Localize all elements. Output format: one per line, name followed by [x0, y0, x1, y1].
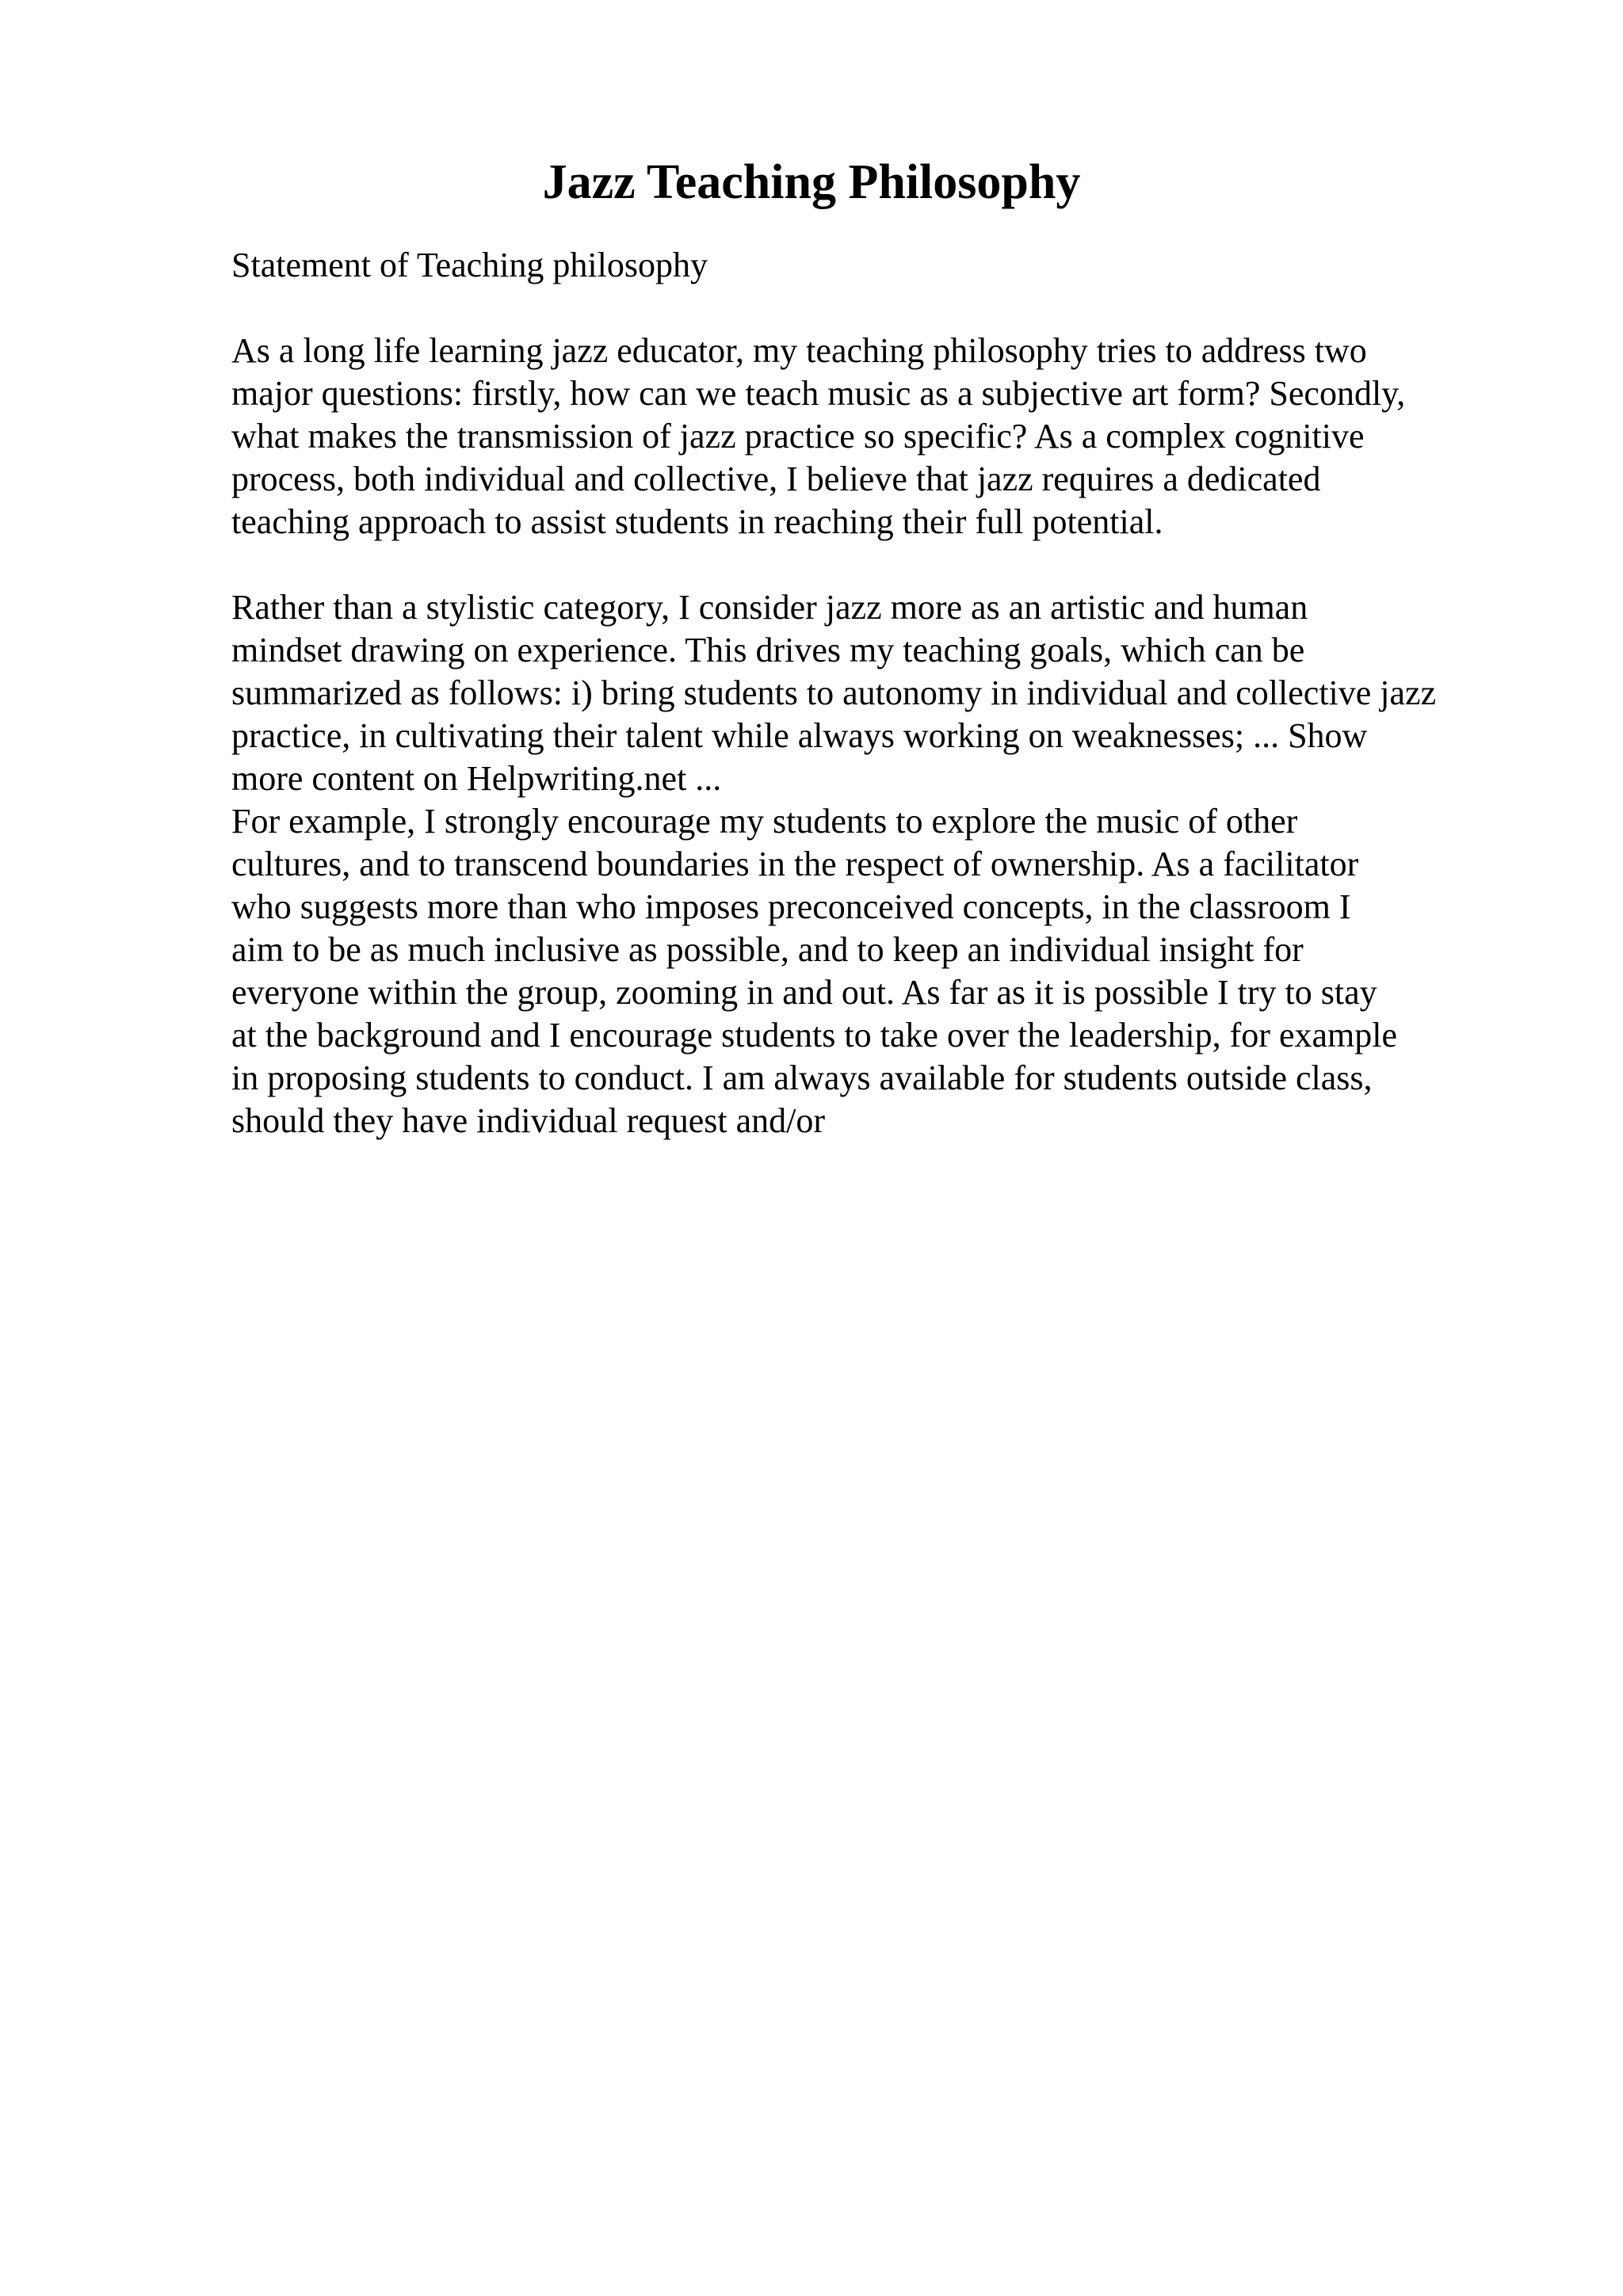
paragraph-line: mindset drawing on experience. This drives my teaching goals, which can be	[231, 631, 1305, 669]
paragraph-line: at the background and I encourage students to take over the leadership, for example	[231, 1016, 1397, 1055]
paragraph-line: aim to be as much inclusive as possible, and to keep an individual insight for	[231, 930, 1304, 969]
paragraph-3	[231, 800, 1531, 1142]
paragraph-line: teaching approach to assist students in reaching their full potential.	[231, 502, 1163, 541]
paragraph-line: practice, in cultivating their talent while always working on weaknesses; ... Show	[231, 716, 1368, 755]
paragraph-spacer	[231, 287, 1531, 330]
paragraph-line: process, both individual and collective, I believe that jazz requires a dedicated	[231, 460, 1321, 498]
document-subtitle: Statement of Teaching philosophy	[231, 246, 708, 284]
paragraph-line: cultures, and to transcend boundaries in the respect of ownership. As a facilitator	[231, 845, 1359, 883]
paragraph-line: summarized as follows: i) bring students to autonomy in individual and collective jazz	[231, 673, 1437, 712]
paragraph-1	[231, 330, 1531, 543]
paragraph-line: more content on Helpwriting.net ...	[231, 759, 722, 798]
paragraph-spacer	[231, 543, 1531, 586]
paragraph-line: Rather than a stylistic category, I consider jazz more as an artistic and human	[231, 588, 1308, 627]
document-title: Jazz Teaching Philosophy	[542, 155, 1081, 209]
paragraph-line: As a long life learning jazz educator, my teaching philosophy tries to address two	[231, 331, 1367, 370]
document-body	[231, 244, 1531, 1142]
paragraph-line: in proposing students to conduct. I am always available for students outside class,	[231, 1058, 1373, 1097]
paragraph-2	[231, 586, 1531, 800]
paragraph-line: everyone within the group, zooming in and out. As far as it is possible I try to stay	[231, 973, 1377, 1012]
paragraph-line: For example, I strongly encourage my students to explore the music of other	[231, 802, 1298, 841]
paragraph-line: major questions: firstly, how can we teach music as a subjective art form? Secondly,	[231, 374, 1406, 413]
paragraph-line: who suggests more than who imposes preconceived concepts, in the classroom I	[231, 887, 1351, 926]
paragraph-line: should they have individual request and/or	[231, 1101, 826, 1140]
paragraph-line: what makes the transmission of jazz practice so specific? As a complex cognitive	[231, 417, 1365, 456]
